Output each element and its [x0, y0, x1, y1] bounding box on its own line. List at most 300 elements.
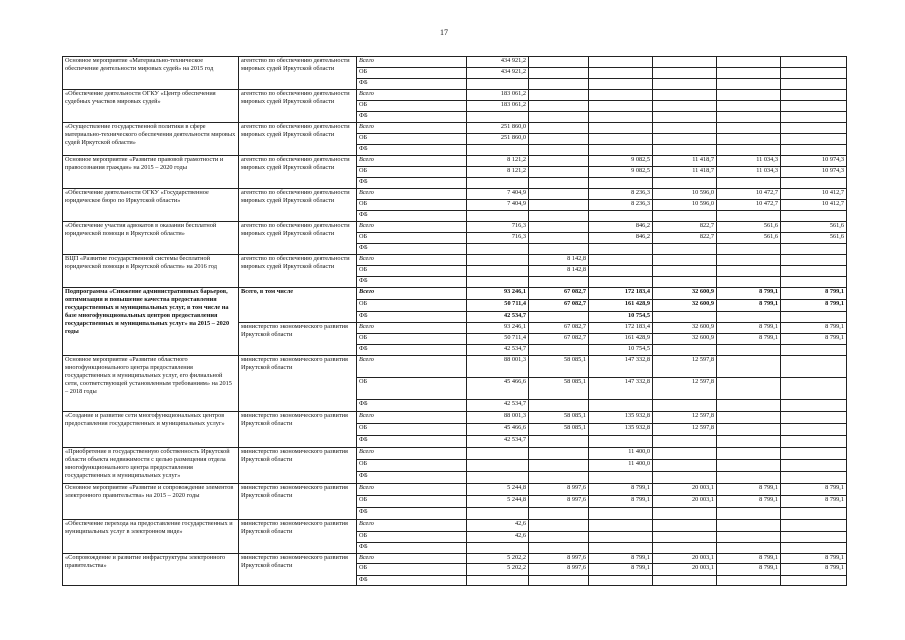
amount-cell	[781, 134, 847, 145]
amount-cell: 822,7	[653, 222, 717, 233]
amount-cell: 561,6	[717, 222, 781, 233]
amount-cell	[717, 101, 781, 112]
funding-source: ФБ	[357, 145, 467, 156]
amount-cell: 58 085,1	[529, 378, 589, 400]
amount-cell: 561,6	[781, 233, 847, 244]
amount-cell: 10 974,3	[781, 167, 847, 178]
amount-cell: 20 003,1	[653, 564, 717, 576]
amount-cell: 67 082,7	[529, 323, 589, 334]
funding-source: ОБ	[357, 334, 467, 345]
amount-cell	[653, 266, 717, 277]
executor-name: агентство по обеспечению деятельности мировых судей Иркутской области	[239, 57, 357, 90]
amount-cell	[529, 277, 589, 288]
amount-cell: 8 997,6	[529, 484, 589, 496]
amount-cell: 251 860,0	[467, 123, 529, 134]
funding-source: Всего	[357, 448, 467, 460]
amount-cell	[529, 79, 589, 90]
amount-cell: 822,7	[653, 233, 717, 244]
amount-cell: 8 799,1	[781, 323, 847, 334]
amount-cell	[717, 412, 781, 424]
amount-cell	[781, 244, 847, 255]
amount-cell: 846,2	[589, 233, 653, 244]
executor-name: агентство по обеспечению деятельности мировых судей Иркутской области	[239, 90, 357, 123]
funding-source: ОБ	[357, 564, 467, 576]
amount-cell: 9 082,5	[589, 156, 653, 167]
subprogram-name: Подпрограмма «Снижение административных барьеров, оптимизация и повышение качества предоставления государственных и муниципальных услуг, в том числе на базе многофункциональных центров предоставления государственных и муниципальных услуг» на 2015 – 2020 годы	[63, 288, 239, 356]
activity-name: «Обеспечение деятельности ОГКУ «Центр обеспечения судебных участков мировых судей»	[63, 90, 239, 123]
amount-cell: 10 472,7	[717, 200, 781, 211]
amount-cell: 42 534,7	[467, 400, 529, 412]
amount-cell	[781, 312, 847, 323]
amount-cell: 561,6	[781, 222, 847, 233]
amount-cell	[529, 543, 589, 554]
amount-cell	[529, 312, 589, 323]
amount-cell	[717, 424, 781, 436]
amount-cell	[653, 211, 717, 222]
amount-cell	[717, 576, 781, 586]
amount-cell	[653, 508, 717, 520]
amount-cell	[529, 345, 589, 356]
amount-cell	[467, 79, 529, 90]
funding-source: ОБ	[357, 200, 467, 211]
amount-cell	[653, 532, 717, 543]
amount-cell	[781, 356, 847, 378]
amount-cell: 135 932,8	[589, 412, 653, 424]
funding-source: ФБ	[357, 79, 467, 90]
amount-cell	[589, 112, 653, 123]
funding-source: ОБ	[357, 460, 467, 472]
amount-cell	[529, 123, 589, 134]
amount-cell: 8 799,1	[589, 564, 653, 576]
amount-cell	[529, 233, 589, 244]
table-row	[63, 356, 847, 378]
amount-cell: 32 600,9	[653, 323, 717, 334]
amount-cell: 5 244,8	[467, 484, 529, 496]
executor-name: министерство экономического развития Иркутской области	[239, 356, 357, 412]
funding-source: Всего	[357, 288, 467, 300]
amount-cell	[529, 112, 589, 123]
amount-cell	[781, 543, 847, 554]
amount-cell	[653, 520, 717, 532]
amount-cell	[717, 520, 781, 532]
amount-cell: 11 418,7	[653, 167, 717, 178]
amount-cell: 67 082,7	[529, 334, 589, 345]
amount-cell	[717, 266, 781, 277]
amount-cell: 58 085,1	[529, 356, 589, 378]
amount-cell	[529, 244, 589, 255]
amount-cell	[529, 211, 589, 222]
amount-cell	[717, 178, 781, 189]
funding-source: Всего	[357, 90, 467, 101]
amount-cell	[589, 145, 653, 156]
table-row	[63, 448, 847, 460]
amount-cell: 45 466,6	[467, 424, 529, 436]
table-row	[63, 222, 847, 233]
amount-cell: 8 799,1	[717, 554, 781, 564]
amount-cell	[589, 178, 653, 189]
amount-cell	[781, 345, 847, 356]
amount-cell: 8 799,1	[781, 554, 847, 564]
amount-cell	[653, 112, 717, 123]
funding-source: Всего	[357, 123, 467, 134]
amount-cell	[717, 345, 781, 356]
table-row	[63, 255, 847, 266]
amount-cell: 42 534,7	[467, 436, 529, 448]
amount-cell	[589, 532, 653, 543]
table-row	[63, 57, 847, 68]
executor-name: министерство экономического развития Иркутской области	[239, 554, 357, 586]
amount-cell	[529, 200, 589, 211]
amount-cell: 846,2	[589, 222, 653, 233]
amount-cell	[781, 400, 847, 412]
amount-cell	[781, 508, 847, 520]
amount-cell	[781, 412, 847, 424]
amount-cell: 5 244,8	[467, 496, 529, 508]
executor-name: министерство экономического развития Иркутской области	[239, 484, 357, 520]
funding-source: ФБ	[357, 543, 467, 554]
amount-cell: 42 534,7	[467, 345, 529, 356]
executor-name: агентство по обеспечению деятельности мировых судей Иркутской области	[239, 189, 357, 222]
amount-cell	[717, 112, 781, 123]
amount-cell: 11 034,3	[717, 167, 781, 178]
amount-cell: 50 711,4	[467, 334, 529, 345]
activity-name: «Создание и развитие сети многофункциональных центров предоставления государственных и муниципальных услуг»	[63, 412, 239, 448]
amount-cell	[653, 472, 717, 484]
funding-source: Всего	[357, 484, 467, 496]
amount-cell	[589, 68, 653, 79]
funding-source: ФБ	[357, 345, 467, 356]
amount-cell	[529, 520, 589, 532]
amount-cell	[529, 222, 589, 233]
amount-cell	[781, 57, 847, 68]
amount-cell: 20 003,1	[653, 484, 717, 496]
amount-cell: 8 997,6	[529, 564, 589, 576]
table-row	[63, 520, 847, 532]
table-row	[63, 554, 847, 564]
amount-cell	[717, 79, 781, 90]
amount-cell	[717, 68, 781, 79]
amount-cell	[467, 266, 529, 277]
amount-cell: 8 997,6	[529, 496, 589, 508]
funding-source: ФБ	[357, 178, 467, 189]
amount-cell	[589, 472, 653, 484]
amount-cell	[653, 79, 717, 90]
amount-cell	[589, 134, 653, 145]
amount-cell: 8 799,1	[781, 288, 847, 300]
amount-cell	[653, 460, 717, 472]
amount-cell	[781, 460, 847, 472]
amount-cell	[717, 356, 781, 378]
amount-cell	[717, 277, 781, 288]
amount-cell	[653, 277, 717, 288]
amount-cell	[589, 244, 653, 255]
amount-cell	[467, 244, 529, 255]
amount-cell	[529, 472, 589, 484]
activity-name: ВЦП «Развитие государственной системы бесплатной юридической помощи в Иркутской области» на 2016 год	[63, 255, 239, 288]
amount-cell	[529, 101, 589, 112]
amount-cell: 8 799,1	[717, 334, 781, 345]
amount-cell: 50 711,4	[467, 300, 529, 312]
amount-cell: 10 472,7	[717, 189, 781, 200]
amount-cell	[529, 90, 589, 101]
amount-cell	[529, 400, 589, 412]
amount-cell	[467, 145, 529, 156]
funding-source: Всего	[357, 323, 467, 334]
amount-cell	[717, 123, 781, 134]
activity-name: Основное мероприятие «Материально-техническое обеспечение деятельности мировых судей» на 2015 год	[63, 57, 239, 90]
funding-source: ФБ	[357, 472, 467, 484]
amount-cell	[653, 436, 717, 448]
amount-cell	[467, 211, 529, 222]
amount-cell	[781, 520, 847, 532]
amount-cell	[467, 460, 529, 472]
amount-cell	[781, 145, 847, 156]
amount-cell	[653, 312, 717, 323]
funding-source: ФБ	[357, 312, 467, 323]
funding-source: Всего	[357, 189, 467, 200]
amount-cell	[781, 112, 847, 123]
activity-name: «Осуществление государственной политики в сфере материально-технического обеспечения деятельности мировых судей Иркутской области»	[63, 123, 239, 156]
amount-cell: 10 974,3	[781, 156, 847, 167]
amount-cell: 251 860,0	[467, 134, 529, 145]
amount-cell: 93 246,1	[467, 323, 529, 334]
amount-cell	[529, 156, 589, 167]
amount-cell	[781, 211, 847, 222]
amount-cell	[781, 101, 847, 112]
amount-cell: 716,3	[467, 233, 529, 244]
amount-cell	[653, 90, 717, 101]
amount-cell: 8 799,1	[717, 323, 781, 334]
amount-cell: 10 412,7	[781, 189, 847, 200]
table-row	[63, 288, 847, 300]
amount-cell: 32 600,9	[653, 300, 717, 312]
amount-cell	[781, 79, 847, 90]
amount-cell	[781, 123, 847, 134]
amount-cell: 10 754,5	[589, 312, 653, 323]
amount-cell	[653, 244, 717, 255]
amount-cell	[529, 134, 589, 145]
amount-cell: 10 596,0	[653, 200, 717, 211]
executor-name: агентство по обеспечению деятельности мировых судей Иркутской области	[239, 123, 357, 156]
amount-cell: 10 596,0	[653, 189, 717, 200]
amount-cell	[589, 543, 653, 554]
amount-cell: 32 600,9	[653, 288, 717, 300]
amount-cell	[589, 508, 653, 520]
amount-cell: 561,6	[717, 233, 781, 244]
amount-cell	[717, 532, 781, 543]
amount-cell: 434 921,2	[467, 57, 529, 68]
funding-source: ФБ	[357, 277, 467, 288]
amount-cell: 172 183,4	[589, 288, 653, 300]
amount-cell	[529, 57, 589, 68]
amount-cell: 8 799,1	[717, 496, 781, 508]
amount-cell: 42 534,7	[467, 312, 529, 323]
amount-cell	[781, 266, 847, 277]
amount-cell: 10 754,5	[589, 345, 653, 356]
amount-cell	[781, 277, 847, 288]
amount-cell	[781, 68, 847, 79]
funding-source: ОБ	[357, 167, 467, 178]
amount-cell	[717, 312, 781, 323]
amount-cell	[717, 460, 781, 472]
amount-cell: 11 418,7	[653, 156, 717, 167]
amount-cell: 8 799,1	[717, 484, 781, 496]
executor-name: министерство экономического развития Иркутской области	[239, 412, 357, 448]
amount-cell	[529, 508, 589, 520]
amount-cell: 7 404,9	[467, 189, 529, 200]
amount-cell	[717, 244, 781, 255]
executor-name: агентство по обеспечению деятельности мировых судей Иркутской области	[239, 156, 357, 189]
activity-name: «Обеспечение участия адвокатов в оказании бесплатной юридической помощи в Иркутской области»	[63, 222, 239, 255]
amount-cell: 8 236,3	[589, 189, 653, 200]
amount-cell: 8 121,2	[467, 167, 529, 178]
funding-source: Всего	[357, 356, 467, 378]
amount-cell: 8 799,1	[589, 484, 653, 496]
amount-cell	[653, 123, 717, 134]
amount-cell	[781, 436, 847, 448]
amount-cell: 147 332,8	[589, 378, 653, 400]
amount-cell: 434 921,2	[467, 68, 529, 79]
amount-cell	[589, 123, 653, 134]
amount-cell	[781, 90, 847, 101]
amount-cell	[781, 472, 847, 484]
amount-cell: 5 202,2	[467, 554, 529, 564]
amount-cell	[589, 255, 653, 266]
amount-cell	[717, 57, 781, 68]
amount-cell: 20 003,1	[653, 496, 717, 508]
amount-cell	[717, 378, 781, 400]
amount-cell	[717, 255, 781, 266]
amount-cell	[529, 167, 589, 178]
amount-cell	[467, 277, 529, 288]
amount-cell: 161 428,9	[589, 334, 653, 345]
amount-cell	[529, 68, 589, 79]
amount-cell	[529, 189, 589, 200]
amount-cell: 8 799,1	[781, 496, 847, 508]
executor-name: министерство экономического развития Иркутской области	[239, 448, 357, 484]
amount-cell	[467, 448, 529, 460]
amount-cell: 183 061,2	[467, 90, 529, 101]
amount-cell: 42,6	[467, 520, 529, 532]
amount-cell: 161 428,9	[589, 300, 653, 312]
amount-cell	[653, 57, 717, 68]
amount-cell: 11 034,3	[717, 156, 781, 167]
budget-table	[62, 56, 847, 586]
funding-source: ФБ	[357, 400, 467, 412]
amount-cell: 716,3	[467, 222, 529, 233]
amount-cell: 32 600,9	[653, 334, 717, 345]
amount-cell	[589, 211, 653, 222]
amount-cell: 67 082,7	[529, 300, 589, 312]
amount-cell: 172 183,4	[589, 323, 653, 334]
amount-cell	[467, 508, 529, 520]
executor-name: агентство по обеспечению деятельности мировых судей Иркутской области	[239, 222, 357, 255]
funding-source: ФБ	[357, 244, 467, 255]
amount-cell	[717, 448, 781, 460]
amount-cell	[717, 90, 781, 101]
amount-cell: 58 085,1	[529, 424, 589, 436]
amount-cell	[589, 436, 653, 448]
funding-source: ОБ	[357, 532, 467, 543]
amount-cell	[467, 576, 529, 586]
amount-cell: 8 799,1	[589, 496, 653, 508]
funding-source: ОБ	[357, 300, 467, 312]
funding-source: ОБ	[357, 101, 467, 112]
amount-cell: 8 799,1	[717, 288, 781, 300]
table-row	[63, 123, 847, 134]
funding-source: ФБ	[357, 112, 467, 123]
amount-cell	[717, 436, 781, 448]
amount-cell: 12 597,8	[653, 424, 717, 436]
funding-source: ОБ	[357, 378, 467, 400]
table-row	[63, 189, 847, 200]
amount-cell: 183 061,2	[467, 101, 529, 112]
table-row	[63, 90, 847, 101]
amount-cell	[653, 543, 717, 554]
amount-cell: 12 597,8	[653, 378, 717, 400]
amount-cell: 8 799,1	[781, 334, 847, 345]
activity-name: Основное мероприятие «Развитие и сопровождение элементов электронного правительства» на 2015 – 2020 годы	[63, 484, 239, 520]
amount-cell: 8 799,1	[589, 554, 653, 564]
amount-cell: 88 001,3	[467, 356, 529, 378]
amount-cell	[781, 424, 847, 436]
amount-cell: 8 799,1	[781, 300, 847, 312]
table-row	[63, 412, 847, 424]
amount-cell: 12 597,8	[653, 356, 717, 378]
funding-source: Всего	[357, 520, 467, 532]
amount-cell	[589, 520, 653, 532]
amount-cell	[467, 112, 529, 123]
activity-name: «Сопровождение и развитие инфраструктуры электронного правительства»	[63, 554, 239, 586]
funding-source: ОБ	[357, 233, 467, 244]
amount-cell	[589, 277, 653, 288]
amount-cell	[589, 90, 653, 101]
amount-cell	[589, 400, 653, 412]
amount-cell	[589, 101, 653, 112]
amount-cell	[529, 448, 589, 460]
amount-cell: 8 997,6	[529, 554, 589, 564]
amount-cell: 9 082,5	[589, 167, 653, 178]
amount-cell	[467, 255, 529, 266]
activity-name: Основное мероприятие «Развитие областного многофункционального центра предоставления государственных и муниципальных услуг, его филиальной сети, соответствующей установленным требованиям» на 2015 – 2018 годы	[63, 356, 239, 412]
amount-cell: 8 799,1	[717, 300, 781, 312]
activity-name: Основное мероприятие «Развитие правовой грамотности и правосознания граждан» на 2015 – 2020 годы	[63, 156, 239, 189]
amount-cell	[467, 178, 529, 189]
amount-cell: 88 001,3	[467, 412, 529, 424]
amount-cell	[653, 178, 717, 189]
funding-source: Всего	[357, 554, 467, 564]
amount-cell	[589, 576, 653, 586]
amount-cell	[781, 576, 847, 586]
amount-cell: 8 236,3	[589, 200, 653, 211]
amount-cell: 5 202,2	[467, 564, 529, 576]
amount-cell	[467, 472, 529, 484]
activity-name: «Приобретение в государственную собственность Иркутской области объекта недвижимости с целью размещения отдела многофункционального центра предоставления государственных и муниципальных услуг»	[63, 448, 239, 484]
executor-name: агентство по обеспечению деятельности мировых судей Иркутской области	[239, 255, 357, 288]
amount-cell	[717, 134, 781, 145]
amount-cell	[529, 436, 589, 448]
amount-cell: 12 597,8	[653, 412, 717, 424]
amount-cell	[781, 448, 847, 460]
amount-cell	[589, 79, 653, 90]
funding-source: ФБ	[357, 508, 467, 520]
amount-cell: 8 799,1	[781, 564, 847, 576]
amount-cell: 147 332,8	[589, 356, 653, 378]
amount-cell	[653, 400, 717, 412]
amount-cell: 135 932,8	[589, 424, 653, 436]
amount-cell: 11 400,0	[589, 460, 653, 472]
amount-cell	[717, 472, 781, 484]
